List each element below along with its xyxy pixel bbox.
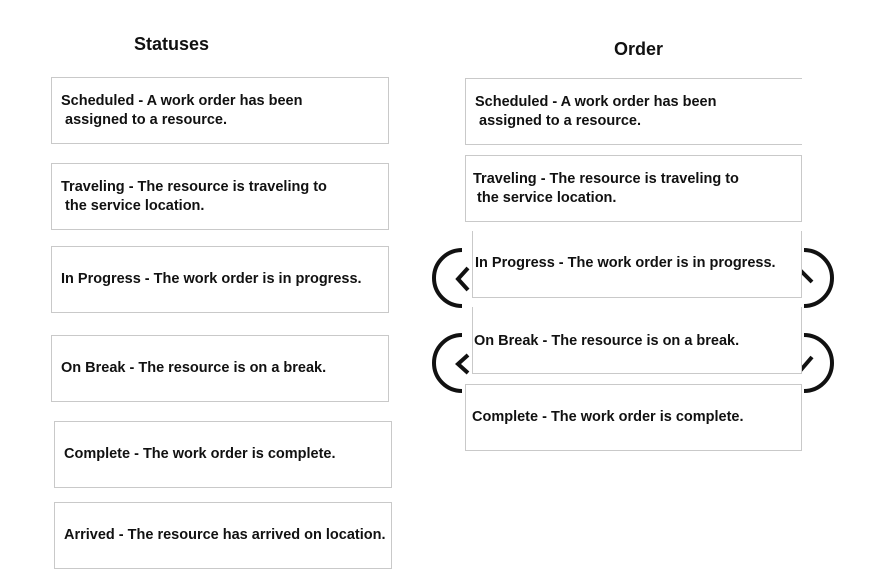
status-card-scheduled[interactable] [51,77,389,144]
status-card-text-line1: Traveling - The resource is traveling to [61,178,327,195]
order-title: Order [614,39,664,59]
status-card-in-progress[interactable] [51,246,389,313]
status-card-arrived[interactable] [54,502,392,569]
order-card-text-line2: assigned to a resource. [475,112,642,129]
status-card-on-break[interactable] [51,335,389,402]
order-card-on-break[interactable] [472,307,802,374]
status-card-text: In Progress - The work order is in progress. [61,271,362,287]
order-card-scheduled[interactable] [465,78,802,145]
order-card-in-progress[interactable] [472,231,802,298]
status-card-text-line1: Scheduled - A work order has been [61,92,303,109]
status-card-complete[interactable] [54,421,392,488]
order-card-text-line1: Scheduled - A work order has been [475,93,717,110]
status-card-text: Complete - The work order is complete. [64,446,336,462]
status-card-text: On Break - The resource is on a break. [61,360,327,376]
order-card-text: In Progress - The work order is in progress. [475,255,776,271]
order-card-text: On Break - The resource is on a break. [474,333,740,349]
order-card-traveling[interactable] [465,155,802,222]
order-card-text-line2: the service location. [473,189,617,206]
status-card-text-line2: assigned to a resource. [61,111,228,128]
status-card-traveling[interactable] [51,163,389,230]
order-card-text: Complete - The work order is complete. [472,409,744,425]
statuses-title: Statuses [134,34,210,54]
status-card-text: Arrived - The resource has arrived on location. [64,527,386,543]
order-card-text-line1: Traveling - The resource is traveling to [473,170,739,187]
status-card-text-line2: the service location. [61,197,205,214]
order-card-complete[interactable] [465,384,802,451]
